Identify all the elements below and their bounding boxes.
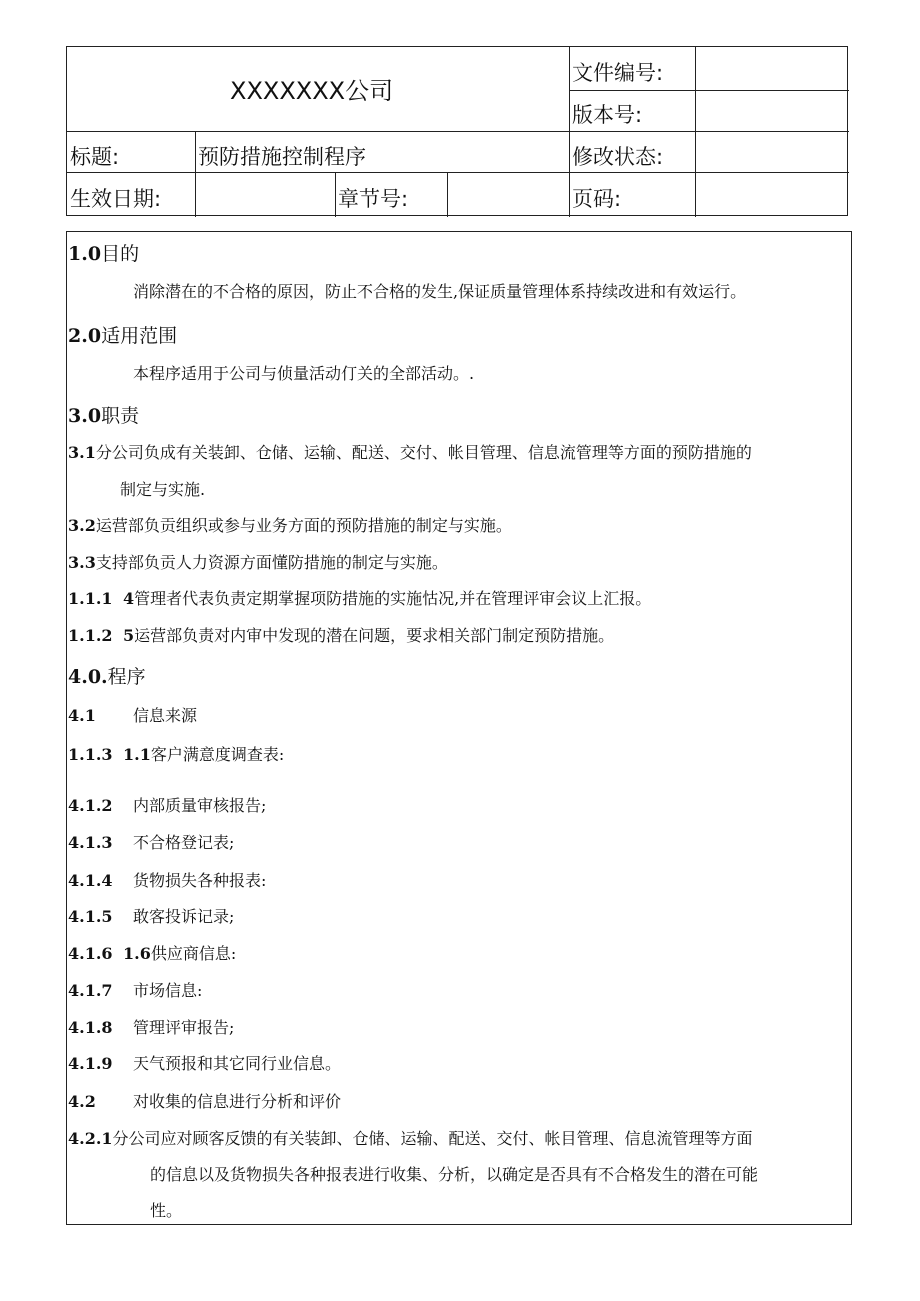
doc-no-label: 文件编号: xyxy=(572,61,664,85)
header-divider xyxy=(569,90,849,91)
company-name: XXXXXXX公司 xyxy=(230,77,394,105)
list-item: 1.1.1 xyxy=(68,589,113,608)
header-divider xyxy=(195,131,196,217)
list-item: 4.2.1分公司应对顾客反馈的有关装卸、仓储、运输、配送、交付、帐目管理、信息流管理等方面 xyxy=(68,1129,753,1148)
section-heading: 2.0适用范围 xyxy=(68,325,178,347)
version-label: 版本号: xyxy=(572,103,643,127)
list-item-text: 管理评审报告; xyxy=(133,1018,235,1037)
list-item-number: 1.1.3 xyxy=(68,745,113,764)
list-item-number: 4.1.8 xyxy=(68,1018,113,1037)
header-divider xyxy=(569,131,849,132)
header-divider xyxy=(569,47,570,217)
list-item-text: 1.1客户满意度调查表: xyxy=(123,745,285,764)
list-item-continuation: 制定与实施. xyxy=(120,480,206,499)
document-header-table xyxy=(66,46,848,216)
title-value: 预防措施控制程序 xyxy=(198,145,366,169)
title-label: 标题: xyxy=(70,145,120,169)
list-item-continuation: 的信息以及货物损失各种报表进行收集、分析，以确定是否具有不合格发生的潜在可能 xyxy=(150,1165,759,1184)
list-item-continuation: 性。 xyxy=(150,1201,183,1220)
list-item-text: 对收集的信息进行分析和评价 xyxy=(133,1092,342,1111)
header-divider xyxy=(67,172,849,173)
list-item-text: 敢客投诉记录; xyxy=(133,907,235,926)
section-label: 章节号: xyxy=(338,187,409,211)
list-item-number: 4.1.7 xyxy=(68,981,113,1000)
header-divider xyxy=(695,47,696,217)
list-item-text: 内部质量审核报告; xyxy=(133,796,267,815)
effective-date-label: 生效日期: xyxy=(70,187,162,211)
section-heading: 3.0职责 xyxy=(68,405,140,427)
paragraph: 本程序适用于公司与侦量活动仃关的全部活动。. xyxy=(133,364,475,383)
section-heading: 4.0.程序 xyxy=(68,666,146,688)
list-item-text: 5运营部负责对内审中发现的潜在问题，要求相关部门制定预防措施。 xyxy=(123,626,615,645)
list-item-text: 不合格登记表; xyxy=(133,833,235,852)
list-item: 1.1.2 xyxy=(68,626,113,645)
header-divider xyxy=(335,172,336,217)
section-heading: 1.0目的 xyxy=(68,243,140,265)
revision-label: 修改状态: xyxy=(572,145,664,169)
list-item-text: 天气预报和其它同行业信息。 xyxy=(133,1054,342,1073)
list-item-text: 市场信息: xyxy=(133,981,203,1000)
list-item-number: 4.1.2 xyxy=(68,796,113,815)
list-item-number: 4.1.3 xyxy=(68,833,113,852)
page-label: 页码: xyxy=(572,187,622,211)
list-item-text: 货物损失各种报表: xyxy=(133,871,267,890)
list-item-number: 4.2 xyxy=(68,1092,96,1111)
header-divider xyxy=(67,131,569,132)
list-item-number: 4.1.9 xyxy=(68,1054,113,1073)
list-item-number: 4.1.4 xyxy=(68,871,113,890)
header-divider xyxy=(447,172,448,217)
list-item-text: 信息来源 xyxy=(133,706,198,725)
list-item-number: 4.1 xyxy=(68,706,96,725)
paragraph: 消除潜在的不合格的原因，防止不合格的发生,保证质量管理体系持续改进和有效运行。 xyxy=(133,282,747,301)
list-item-text: 1.6供应商信息: xyxy=(123,944,237,963)
list-item-number: 4.1.6 xyxy=(68,944,113,963)
list-item-text: 4管理者代表负责定期掌握项防措施的实施怙况,并在管理评审会议上汇报。 xyxy=(123,589,652,608)
list-item-number: 4.1.5 xyxy=(68,907,113,926)
list-item: 3.1分公司负成有关装卸、仓储、运输、配送、交付、帐目管理、信息流管理等方面的预防措施的 xyxy=(68,443,752,462)
list-item: 3.2运营部负贡组织或参与业务方面的预防措施的制定与实施。 xyxy=(68,516,512,535)
list-item: 3.3支持部负贡人力资源方面懂防措施的制定与实施。 xyxy=(68,553,448,572)
